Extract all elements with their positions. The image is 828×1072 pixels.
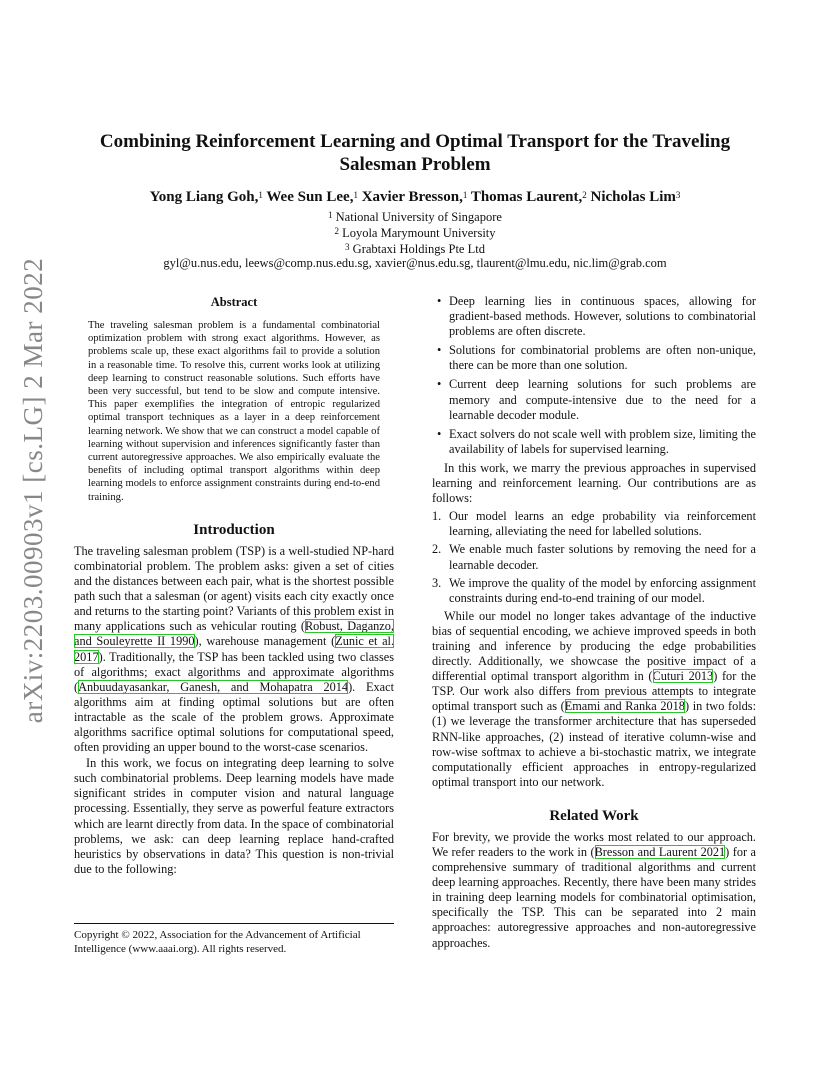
paper-title: Combining Reinforcement Learning and Optimal Transport for the Traveling Salesman Problem — [99, 131, 731, 175]
list-item — [432, 576, 756, 606]
author-affiliation-mark: 1 — [258, 190, 263, 200]
affiliation-name: Grabtaxi Holdings Pte Ltd — [352, 242, 485, 256]
list-item-text: Exact solvers do not scale well with problem size, limiting the availability of labels for supervised learning. — [449, 426, 756, 456]
list-item-text: Our model learns an edge probability via reinforcement learning, alleviating the need for labelled solutions. — [449, 509, 756, 539]
paragraph-text: ) for the TSP. Our work also differs from previous attempts to integrate optimal transport such as ( — [432, 669, 756, 714]
list-item-text: We improve the quality of the model by enforcing assignment constraints during end-to-end training of our model. — [449, 575, 756, 605]
abstract-heading: Abstract — [210, 295, 258, 309]
paragraph-text: ) for a comprehensive summary of traditional algorithms and current deep learning approaches. Recently, there have been many strides in training deep learning models for combinatorial optimisation, specifically the TSP. This can be separated into 2 main approaches: autoregressive approaches and non-autoregressive approaches. — [432, 845, 756, 950]
affiliation — [74, 225, 756, 241]
paragraph-text: ), warehouse management ( — [194, 634, 336, 649]
related-work-heading: Related Work — [549, 807, 639, 824]
author-affiliation-mark: 3 — [675, 190, 681, 200]
list-number: 1. — [432, 509, 442, 524]
paragraph-text: ). Traditionally, the TSP has been tackled using two classes of algorithms; exact algorithms and approximate algorithms ( — [74, 649, 394, 694]
list-item — [432, 427, 756, 457]
introduction-paragraph: In this work, we focus on integrating deep learning to solve such combinatorial problems. Deep learning models have made significant strides in computer vision and natural language processing. Essentially, they serve as powerful feature extractors which are learnt directly from data. In the space of combinatorial problems, we ask: can deep learning replace hand-crafted heuristics by observations in data? This question is non-trivial due to the following: — [74, 756, 394, 876]
list-number: 3. — [432, 575, 442, 590]
list-item — [432, 542, 756, 572]
copyright-footnote: Copyright © 2022, Association for the Advancement of Artificial Intelligence (www.aaai.org). All rights reserved. — [74, 923, 394, 956]
affiliation-name: National University of Singapore — [335, 210, 502, 224]
introduction-paragraph — [74, 544, 394, 755]
bullet-marker: • — [437, 377, 442, 392]
challenges-list — [432, 294, 756, 457]
citation-link[interactable]: Cuturi 2013 — [652, 669, 714, 684]
author-affiliation-mark: 1 — [353, 190, 358, 200]
list-item-text: Solutions for combinatorial problems are often non-unique, there can be more than one solution. — [449, 343, 756, 373]
paragraph-text: ). Exact algorithms aim at finding optimal solutions but are often intractable as the scale of the problem grows. Approximate algorithms sacrifice optimal solutions for computational speed, often providing an upper bound to the worst-case scenarios. — [74, 679, 394, 755]
paragraph-text: For brevity, we provide the works most related to our approach. We refer readers to the work in ( — [432, 829, 756, 859]
related-work-paragraph — [432, 830, 756, 951]
paragraph-text: While our model no longer takes advantage of the inductive bias of sequential encoding, we achieve improved speeds in both training and inference by producing the edge probabilities directly. Additionally, we showcase the positive impact of a differential optimal transport algorithm in ( — [432, 608, 756, 684]
list-item — [432, 377, 756, 422]
affiliation — [74, 209, 756, 225]
contributions-intro: In this work, we marry the previous approaches in supervised learning and reinforcement learning. Our contributions are as follows: — [432, 460, 756, 506]
author-list — [74, 187, 756, 207]
affiliation-list — [74, 209, 756, 257]
author-name: Yong Liang Goh, — [149, 189, 259, 205]
affiliation-mark: 3 — [345, 242, 350, 252]
citation-link[interactable]: Robust, Daganzo, and Souleyrette II 1990 — [74, 619, 394, 649]
introduction-heading: Introduction — [193, 521, 275, 538]
citation-link[interactable]: Anbuudayasankar, Ganesh, and Mohapatra 2014 — [78, 679, 349, 694]
paragraph-text: The traveling salesman problem (TSP) is a well-studied NP-hard combinatorial problem. The problem asks: given a set of cities and the distances between each pair, what is the shortest possible path such that a salesman (or agent) visits each city exactly once and returns to the starting point? Variants of this problem exist in many applications such as vehicular routing ( — [74, 543, 394, 634]
author-name: Xavier Bresson, — [361, 189, 463, 205]
affiliation-mark: 2 — [334, 226, 339, 236]
citation-link[interactable]: Bresson and Laurent 2021 — [594, 845, 726, 859]
abstract-text: The traveling salesman problem is a fundamental combinatorial optimization problem with strong exact algorithms. However, as problems scale up, these exact algorithms fail to provide a solution in a reasonable time. To resolve this, current works look at utilizing deep learning to construct reasonable solutions. Such efforts have been very successful, but tend to be slow and compute intensive. This paper exemplifies the integration of entropic regularized optimal transport techniques as a layer in a deep reinforcement learning network. We show that we can construct a model capable of learning without supervision and inferences significantly faster than current autoregressive approaches. We also empirically evaluate the benefits of including optimal transport algorithms within deep learning models to enforce assignment constraints during end-to-end training. — [88, 320, 380, 503]
body-paragraph — [432, 609, 756, 790]
list-item-text: Deep learning lies in continuous spaces, allowing for gradient-based methods. However, solutions to combinatorial problems are often discrete. — [449, 294, 756, 339]
list-item — [432, 294, 756, 339]
citation-link[interactable]: Emami and Ranka 2018 — [564, 699, 685, 714]
arxiv-identifier-text: arXiv:2203.00903v1 [cs.LG] 2 Mar 2022 — [18, 257, 49, 723]
author-name: Thomas Laurent, — [470, 189, 583, 205]
contributions-list — [432, 509, 756, 606]
author-emails: gyl@u.nus.edu, leews@comp.nus.edu.sg, xavier@nus.edu.sg, tlaurent@lmu.edu, nic.lim@grab.com — [163, 256, 667, 270]
bullet-marker: • — [437, 426, 442, 441]
left-column — [74, 294, 394, 877]
list-item — [432, 509, 756, 539]
author-name: Nicholas Lim — [590, 189, 676, 205]
affiliation-mark: 1 — [328, 210, 333, 220]
author-affiliation-mark: 1 — [462, 190, 468, 200]
paragraph-text: ) in two folds: (1) we leverage the transformer architecture that has superseded RNN-like approaches, (2) instead of iterative column-wise and row-wise softmax to achieve a bi-stochastic matrix, we integrate computationally efficient approaches in entropy-regularized optimal transport into our network. — [432, 699, 756, 789]
author-name: Wee Sun Lee, — [266, 189, 354, 205]
right-column — [432, 294, 756, 951]
affiliation-name: Loyola Marymount University — [342, 226, 496, 240]
list-number: 2. — [432, 542, 442, 557]
author-affiliation-mark: 2 — [582, 190, 587, 200]
list-item-text: We enable much faster solutions by removing the need for a learnable decoder. — [449, 542, 756, 572]
citation-link[interactable]: Zunic et al. 2017 — [74, 634, 395, 664]
arxiv-identifier-sidebar — [14, 257, 54, 723]
bullet-marker: • — [437, 343, 442, 358]
bullet-marker: • — [437, 294, 442, 308]
list-item-text: Current deep learning solutions for such problems are memory and compute-intensive due to the need for a learnable decoder module. — [449, 377, 756, 422]
list-item — [432, 343, 756, 373]
